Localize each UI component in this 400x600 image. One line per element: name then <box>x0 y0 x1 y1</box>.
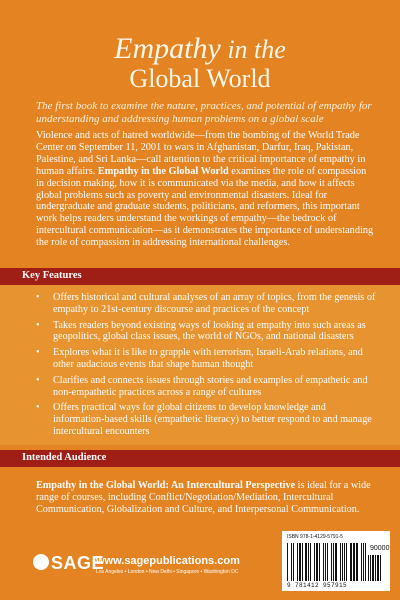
title-rest: in the <box>227 35 286 64</box>
publisher-cities: Los Angeles • London • New Delhi • Singapore • Washington DC <box>96 569 239 575</box>
intended-audience-heading: Intended Audience <box>22 452 107 463</box>
key-features-bar <box>0 268 400 285</box>
feature-item: • Clarifies and connects issues through stories and examples of empathetic and non-empathetic practices across a range of cultures <box>36 375 378 399</box>
description-part-1: Violence and acts of hatred worldwide—from the bombing of the World Trade Center on September 11, 2001 to wars in Afghanistan, Darfur, Iraq, Pakistan, Palestine, and Sri Lanka—call attention to the critical importance of empathy in human affairs. <box>36 130 366 177</box>
title-emphasis: Empathy <box>114 32 221 65</box>
intended-audience-body: is ideal for a wide range of courses, including Conflict/Negotiation/Mediation, Intercultural Communication, Globalization and Culture, and Interpersonal Communication. <box>36 480 371 515</box>
price-barcode-icon <box>368 555 386 581</box>
feature-item: • Explores what it is like to grapple with terrorism, Israeli-Arab relations, and other audacious events that shape human thought <box>36 347 378 371</box>
feature-item: • Takes readers beyond existing ways of looking at empathy into such areas as geopolitics, global class issues, the world of NGOs, and national disasters <box>36 320 378 344</box>
title-line-1 <box>0 34 400 64</box>
tagline: The first book to examine the nature, practices, and potential of empathy for understanding and addressing human problems on a global scale <box>36 100 372 125</box>
description-part-2: examines the role of compassion in decision making, how it is communicated via the media, and how it affects global problems such as poverty and environmental disasters. Ideal for undergraduate and graduate students, politicians, and reformers, this important work helps readers understand the workings of empathy—the bedrock of intercultural communication—as it demonstrates the importance of understanding the role of compassion in addressing international challenges. <box>36 165 374 249</box>
sage-logo <box>33 553 105 575</box>
isbn-text: ISBN 978-1-4129-5791-5 <box>287 534 343 540</box>
barcode-digits: 9 781412 957915 <box>287 582 348 589</box>
feature-item: • Offers practical ways for global citizens to develop knowledge and information-based skills (empathetic literacy) to better respond to and manage intercultural encounters <box>36 402 378 437</box>
sage-logo-icon <box>33 554 49 570</box>
key-features-list <box>36 292 378 442</box>
description <box>36 130 375 249</box>
intended-audience-bar <box>0 450 400 467</box>
publisher-url: www.sagepublications.com <box>96 555 240 567</box>
book-title <box>0 34 400 92</box>
price-code: 90000 <box>370 545 390 552</box>
sage-logo-text: SAGE <box>51 553 105 573</box>
intended-audience-title-bold: Empathy in the Global World: An Intercultural Perspective <box>36 480 296 491</box>
barcode-icon <box>287 543 367 581</box>
description-title-bold: Empathy in the Global World <box>97 165 229 177</box>
intended-audience-text <box>36 480 378 515</box>
key-features-panel <box>0 285 400 445</box>
title-line-2: Global World <box>129 64 271 93</box>
feature-item: • Offers historical and cultural analyses of an array of topics, from the genesis of empathy to 21st-century discourse and practices of the concept <box>36 292 378 316</box>
barcode-box <box>282 531 390 591</box>
key-features-heading: Key Features <box>22 270 82 281</box>
